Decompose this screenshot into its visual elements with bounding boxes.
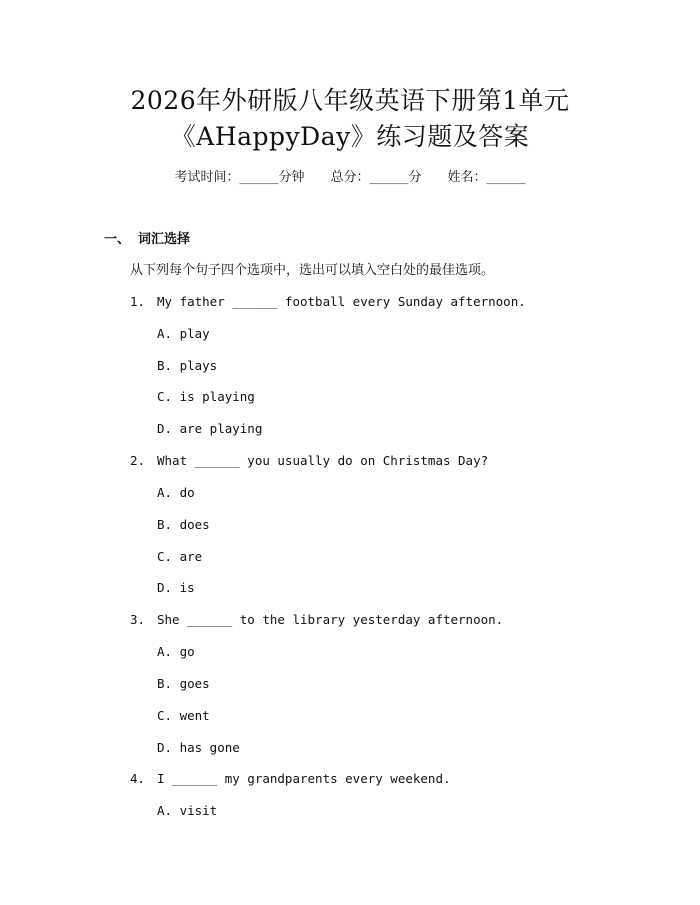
option: D. is bbox=[157, 580, 195, 595]
question-number: 3. bbox=[130, 612, 146, 627]
section-number: 一、 bbox=[104, 232, 131, 247]
section-instruction: 从下列每个句子四个选项中，选出可以填入空白处的最佳选项。 bbox=[130, 263, 495, 278]
exam-name: 姓名：______ bbox=[447, 170, 526, 185]
exam-time: 考试时间：______分钟 bbox=[174, 170, 305, 185]
exam-score: 总分：______分 bbox=[330, 170, 422, 185]
option: C. went bbox=[157, 708, 210, 723]
option: A. do bbox=[157, 485, 195, 500]
question-text: My father ______ football every Sunday afternoon. bbox=[157, 294, 526, 309]
question-number: 1. bbox=[130, 294, 146, 309]
option: D. are playing bbox=[157, 421, 263, 436]
question bbox=[130, 451, 488, 471]
exam-meta bbox=[0, 168, 700, 188]
option: A. visit bbox=[157, 803, 218, 818]
question-number: 2. bbox=[130, 453, 146, 468]
question bbox=[130, 769, 451, 789]
question bbox=[130, 610, 503, 630]
option: B. plays bbox=[157, 358, 218, 373]
section-title: 词汇选择 bbox=[138, 232, 191, 247]
option: B. does bbox=[157, 517, 210, 532]
question-number: 4. bbox=[130, 771, 146, 786]
option: A. go bbox=[157, 644, 195, 659]
option: D. has gone bbox=[157, 740, 240, 755]
document-title-line2: 《AHappyDay》练习题及答案 bbox=[170, 122, 530, 151]
section-heading bbox=[104, 230, 190, 250]
document-title-line1: 2026年外研版八年级英语下册第1单元 bbox=[130, 86, 570, 115]
question-text: I ______ my grandparents every weekend. bbox=[157, 771, 451, 786]
option: C. are bbox=[157, 549, 203, 564]
option: A. play bbox=[157, 326, 210, 341]
question-text: What ______ you usually do on Christmas Day? bbox=[157, 453, 489, 468]
option: C. is playing bbox=[157, 389, 255, 404]
question bbox=[130, 292, 526, 312]
question-text: She ______ to the library yesterday afternoon. bbox=[157, 612, 504, 627]
option: B. goes bbox=[157, 676, 210, 691]
